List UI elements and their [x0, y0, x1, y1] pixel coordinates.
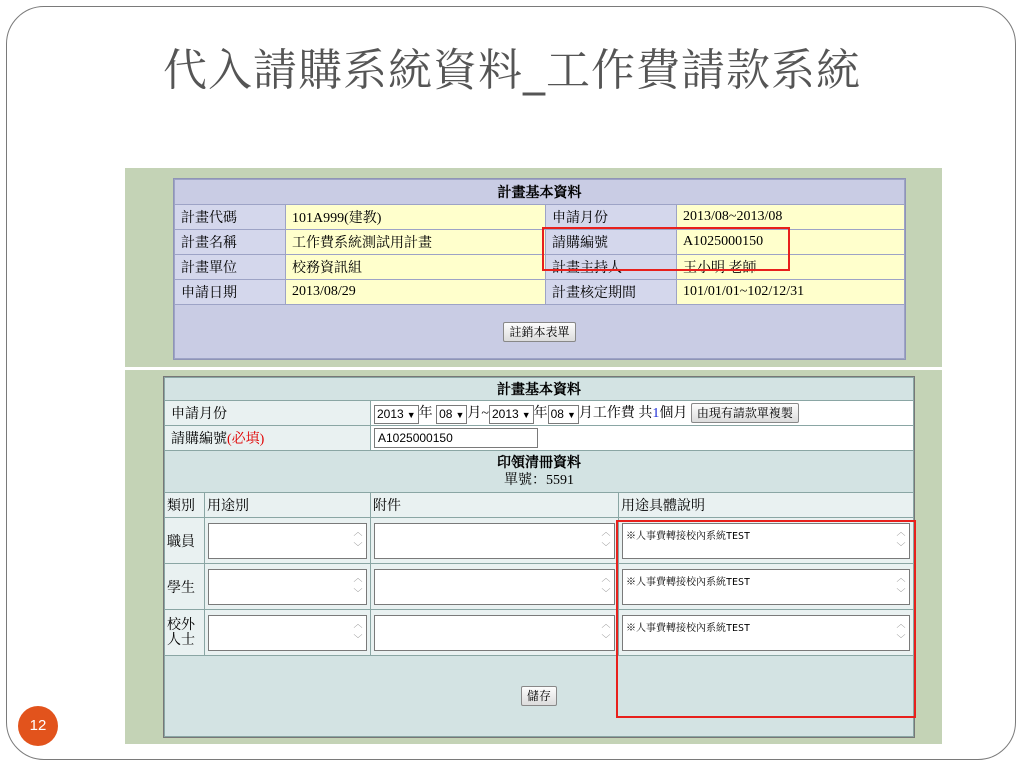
- request-form-header: 計畫基本資料: [165, 378, 914, 401]
- scroll-arrows-icon[interactable]: ︿ ﹀: [601, 573, 611, 599]
- slide-title: 代入請購系統資料_工作費請款系統: [163, 45, 861, 96]
- project-name-value: 工作費系統測試用計畫: [286, 230, 546, 255]
- chevron-down-icon: ▼: [455, 409, 465, 420]
- attachment-textarea[interactable]: [374, 569, 615, 605]
- approval-period-value: 101/01/01~102/12/31: [677, 280, 905, 305]
- purchase-number-input[interactable]: A1025000150: [374, 428, 538, 448]
- purchase-input-cell: [371, 426, 914, 451]
- scroll-arrows-icon[interactable]: ︿ ﹀: [896, 619, 906, 645]
- project-code-value: 101A999(建教): [286, 205, 546, 230]
- save-button[interactable]: 儲存: [521, 686, 557, 706]
- project-name-label: 計畫名稱: [175, 230, 286, 255]
- purpose-textarea[interactable]: [208, 615, 367, 651]
- roster-header: [165, 451, 914, 493]
- total-prefix: 共: [638, 406, 653, 422]
- total-months: 1: [652, 406, 660, 422]
- project-info-panel: [173, 178, 906, 360]
- month-label: 申請月份: [165, 401, 371, 426]
- scroll-arrows-icon[interactable]: ︿ ﹀: [601, 619, 611, 645]
- project-code-label: 計畫代碼: [175, 205, 286, 230]
- end-month-select[interactable]: 08 ▼: [548, 405, 579, 424]
- purpose-textarea[interactable]: [208, 569, 367, 605]
- description-text: ※人事費轉接校內系統TEST: [626, 622, 751, 634]
- chevron-down-icon: ▼: [406, 409, 416, 420]
- project-unit-label: 計畫單位: [175, 255, 286, 280]
- roster-number: 單號：5591: [504, 472, 574, 488]
- month-range-cell: [371, 401, 914, 426]
- scroll-arrows-icon[interactable]: ︿ ﹀: [601, 527, 611, 553]
- purchase-number-value: A1025000150: [677, 230, 905, 255]
- description-text: ※人事費轉接校內系統TEST: [626, 530, 751, 542]
- purchase-number-highlight: [542, 227, 790, 271]
- col-description-header: 用途具體說明: [619, 493, 914, 518]
- purpose-textarea[interactable]: [208, 523, 367, 559]
- purchase-number-label: 請購編號: [546, 230, 677, 255]
- apply-date-label: 申請日期: [175, 280, 286, 305]
- purchase-label: 請購編號: [171, 432, 227, 447]
- chevron-down-icon: ▼: [521, 409, 531, 420]
- scroll-arrows-icon[interactable]: ︿ ﹀: [353, 527, 363, 553]
- description-highlight: [616, 520, 916, 718]
- purchase-label-cell: [165, 426, 371, 451]
- apply-date-value: 2013/08/29: [286, 280, 546, 305]
- end-year-select[interactable]: 2013 ▼: [489, 405, 534, 424]
- col-type-header: 類別: [165, 493, 205, 518]
- scroll-arrows-icon[interactable]: ︿ ﹀: [896, 527, 906, 553]
- project-info-header: 計畫基本資料: [175, 180, 905, 205]
- scroll-arrows-icon[interactable]: ︿ ﹀: [896, 573, 906, 599]
- copy-existing-button[interactable]: 由現有請款單複製: [691, 403, 799, 423]
- project-info-footer: [175, 305, 905, 359]
- attachment-textarea[interactable]: [374, 615, 615, 651]
- approval-period-label: 計畫核定期間: [546, 280, 677, 305]
- col-attachment-header: 附件: [371, 493, 619, 518]
- section-separator: [125, 367, 942, 370]
- start-month-select[interactable]: 08 ▼: [436, 405, 467, 424]
- required-mark: (必填): [227, 432, 265, 447]
- apply-month-value: 2013/08~2013/08: [677, 205, 905, 230]
- chevron-down-icon: ▼: [566, 409, 576, 420]
- project-unit-value: 校務資訊組: [286, 255, 546, 280]
- roster-title: 印領清冊資料: [497, 455, 581, 471]
- total-suffix: 個月: [659, 406, 688, 422]
- work-fee-text: 月工作費: [578, 406, 635, 422]
- apply-month-label: 申請月份: [546, 205, 677, 230]
- row-type: 校外 人士: [165, 610, 205, 656]
- row-type: 學生: [165, 564, 205, 610]
- project-host-value: 王小明 老師: [677, 255, 905, 280]
- scroll-arrows-icon[interactable]: ︿ ﹀: [353, 619, 363, 645]
- page-number-badge: 12: [18, 706, 58, 746]
- start-year-select[interactable]: 2013 ▼: [374, 405, 419, 424]
- screenshot-area: [125, 168, 942, 744]
- month-to-unit: 月~: [467, 406, 489, 422]
- cancel-form-button[interactable]: 註銷本表單: [503, 322, 575, 342]
- attachment-textarea[interactable]: [374, 523, 615, 559]
- col-purpose-header: 用途別: [205, 493, 371, 518]
- project-host-label: 計畫主持人: [546, 255, 677, 280]
- scroll-arrows-icon[interactable]: ︿ ﹀: [353, 573, 363, 599]
- year-unit: 年: [533, 406, 548, 422]
- year-unit: 年: [418, 406, 433, 422]
- row-type: 職員: [165, 518, 205, 564]
- description-text: ※人事費轉接校內系統TEST: [626, 576, 751, 588]
